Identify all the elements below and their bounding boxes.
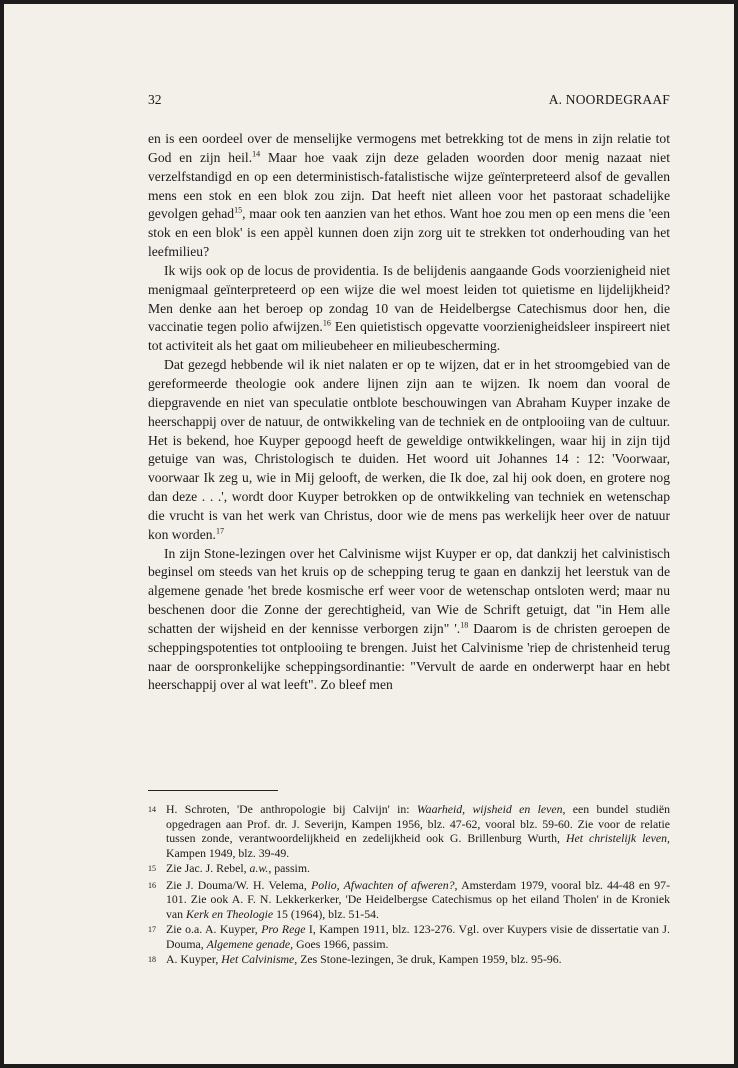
italic-title: Polio, Afwachten of afweren?, <box>311 877 458 892</box>
paragraph <box>148 262 670 356</box>
footnote-ref: 16 <box>322 318 331 328</box>
italic-title: Waarheid, wijsheid en leven, <box>416 802 566 816</box>
text-run: Zie o.a. A. Kuyper, <box>166 922 262 936</box>
footnote-number: 18 <box>148 955 156 964</box>
text-run: Maar hoe vaak zijn deze geladen woorden door menig nazaat niet verzelfstandigd en op een deterministisch-fatalistische wijze geïnterpreteerd alsof de gevallen mens een stok en een blok zou zijn. Dat heeft niet alleen voor het pastoraat schadelijke gevolgen gehad <box>148 149 670 222</box>
paragraph <box>148 545 670 696</box>
text-run: Goes 1966, passim. <box>293 936 389 951</box>
text-run: en is een oordeel over de menselijke vermogens met betrekking tot de mens in zijn relatie tot God en zijn heil. <box>148 131 670 165</box>
text-run: Amsterdam 1979, vooral blz. 44-48 en 97-101. Zie ook A. F. N. Lekkerkerker, 'De Heidelbergse Catechismus op het eiland Tholen' in de Kroniek van <box>166 877 670 921</box>
footnote-text <box>166 802 670 860</box>
footnote-number: 16 <box>148 880 156 890</box>
footnote-text <box>166 922 670 951</box>
text-run: Kampen 1949, blz. 39-49. <box>166 845 290 860</box>
text-run: H. Schroten, 'De anthropologie bij Calvijn' in: <box>166 802 417 816</box>
footnote-text <box>166 861 670 877</box>
footnote <box>148 878 670 922</box>
page-number: 32 <box>148 92 162 107</box>
text-run: , maar ook ten aanzien van het ethos. Want hoe zou men op een mens die 'een stok en een blok' is een appèl kunnen doen zijn zorg uit te strekken tot onderhouding van het leefmilieu? <box>148 206 671 260</box>
text-run: 15 (1964), blz. 51-54. <box>273 906 379 921</box>
footnotes <box>148 802 670 969</box>
footnote-text <box>166 952 670 968</box>
footnote <box>148 861 670 877</box>
italic-title: Het christelijk leven, <box>565 831 670 845</box>
text-run: passim. <box>271 861 310 875</box>
book-page <box>4 4 734 1064</box>
footnote-divider <box>148 790 278 791</box>
body-text <box>148 130 670 695</box>
paragraph <box>148 130 670 262</box>
footnote-number: 14 <box>148 805 156 814</box>
italic-title: Kerk en Theologie <box>185 906 274 921</box>
italic-title: Het Calvinisme, <box>221 952 298 966</box>
text-run: een bundel studiën opgedragen aan Prof. dr. J. Severijn, Kampen 1956, blz. 47-62, vooral blz. 59-60. Zie voor de relatie tussen zonde, verantwoordelijkheid en zedelijkheid ook G. Brillenburg Wurth, <box>166 802 671 845</box>
footnote-text <box>166 878 670 922</box>
italic-title: Pro Rege <box>261 922 306 936</box>
footnote <box>148 952 670 968</box>
footnote-ref: 14 <box>252 149 261 159</box>
text-run: Zie Jac. J. Rebel, <box>166 861 250 875</box>
text-run: In zijn Stone-lezingen over het Calvinisme wijst Kuyper er op, dat dankzij het calvinistisch beginsel om steeds van het kruis op de schepping terug te gaan en dankzij het leerstuk van de algemene genade 'het brede kosmische erf weer voor de wetenschap ontsloten werd; maar nu beschenen door die Zonne der gerechtigheid, van Wie de Schrift getuigt, dat "in Hem alle schatten der wijsheid en der kennisse verborgen zijn" '. <box>148 545 670 636</box>
text-run: I, Kampen 1911, blz. 123-276. Vgl. over Kuypers visie de dissertatie van J. Douma, <box>166 922 670 951</box>
text-run: Zes Stone-lezingen, 3e druk, Kampen 1959, blz. 95-96. <box>297 952 562 966</box>
text-run: A. Kuyper, <box>166 952 222 966</box>
footnote-ref: 15 <box>234 205 243 215</box>
italic-title: a.w., <box>249 861 272 875</box>
text-run: Daarom is de christen geroepen de scheppingspotenties tot ontplooiing te brengen. Juist het Calvinisme 'riep de christenheid terug naar de oorspronkelijke scheppingsordinantie: "Vervult de aarde en onderwerpt haar en hebt heerschappij over al wat leeft". Zo bleef men <box>148 620 671 693</box>
running-head-author: A. NOORDEGRAAF <box>548 92 670 107</box>
italic-title: Algemene genade, <box>206 936 294 951</box>
text-run: Een quietistisch opgevatte voorzienigheidsleer inspireert niet tot activiteit als het gaat om milieubeheer en milieubescherming. <box>148 319 670 354</box>
text-run: Zie J. Douma/W. H. Velema, <box>166 877 312 892</box>
footnote-number: 17 <box>148 925 156 934</box>
paragraph <box>148 356 670 544</box>
footnote <box>148 922 670 951</box>
footnote-ref: 17 <box>215 526 224 536</box>
text-run: Ik wijs ook op de locus de providentia. Is de belijdenis aangaande Gods voorzienigheid niet menigmaal geïnterpreteerd op een wijze die wel moest leiden tot quietisme en lijdelijkheid? Men denke aan het beroep op zondag 10 van de Heidelbergse Catechismus door hen, die vaccinatie tegen polio afwijzen. <box>148 262 670 335</box>
text-run: Dat gezegd hebbende wil ik niet nalaten er op te wijzen, dat er in het stroomgebied van de gereformeerde theologie ook andere lijnen zijn aan te wijzen. Ik noem dan vooral de diepgravende en niet van speculatie ontblote beschouwingen van Abraham Kuyper inzake de heerschappij over de natuur, de ontwikkeling van de techniek en de ontplooiing van de cultuur. Het is bekend, hoe Kuyper gepoogd heeft de geweldige ontwikkelingen, waar hij in zijn tijd getuige van was, Christologisch te duiden. Het woord uit Johannes 14 : 12: 'Voorwaar, voorwaar Ik zeg u, wie in Mij gelooft, de werken, die Ik doe, zal hij ook doen, en grotere nog dan deze . . .', wordt door Kuyper betrokken op de ontwikkeling van techniek en wetenschap die vrucht is van het werk van Christus, door wie de mens pas werkelijk heer over de natuur kon worden. <box>148 357 670 542</box>
footnote-ref: 18 <box>460 620 469 630</box>
footnote <box>148 802 670 860</box>
footnote-number: 15 <box>148 864 156 873</box>
